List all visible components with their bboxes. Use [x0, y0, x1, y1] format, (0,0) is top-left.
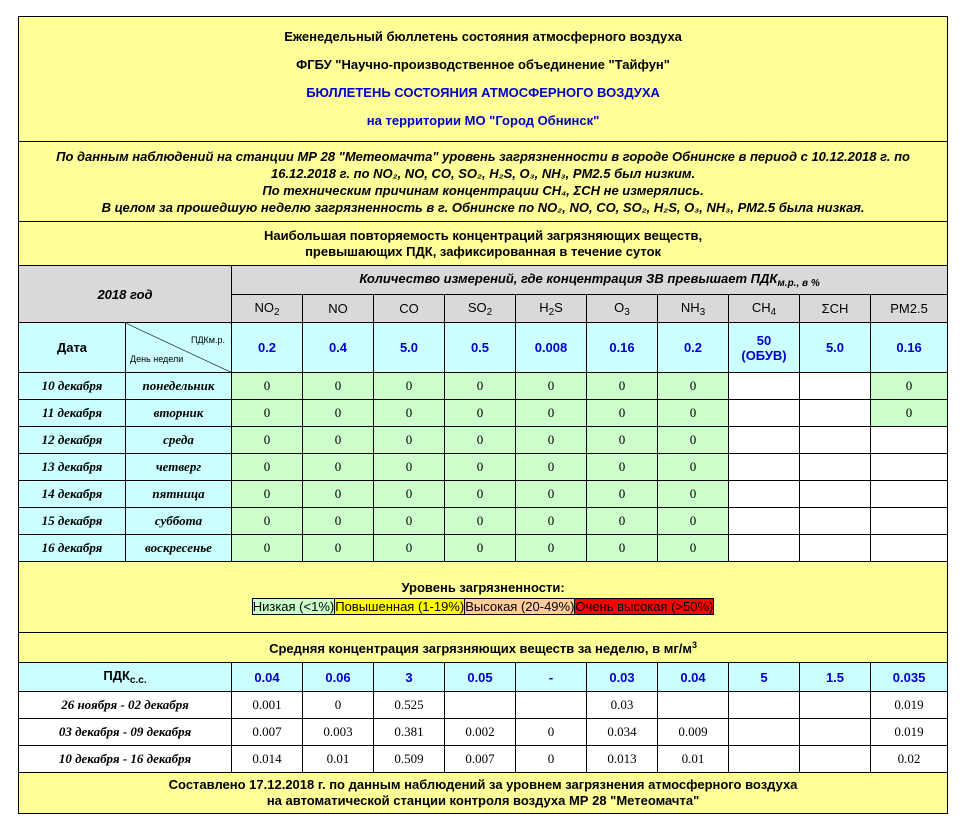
day-value	[800, 535, 871, 562]
day-value	[871, 535, 948, 562]
day-value: 0	[303, 508, 374, 535]
day-value: 0	[587, 481, 658, 508]
pdk-ss-value: 0.04	[232, 663, 303, 692]
day-date: 10 декабря	[19, 373, 126, 400]
day-value	[871, 454, 948, 481]
weekly-value: 0.525	[374, 692, 445, 719]
day-value: 0	[516, 427, 587, 454]
legend-title: Уровень загрязненности:	[401, 579, 565, 595]
day-date: 11 декабря	[19, 400, 126, 427]
day-value	[729, 373, 800, 400]
pollutant-name: NH	[680, 299, 700, 315]
pdk-ss-value: -	[516, 663, 587, 692]
pollutant-header	[658, 295, 729, 323]
weekly-value: 0	[516, 746, 587, 773]
weekly-value	[729, 692, 800, 719]
day-value: 0	[232, 400, 303, 427]
pdk-ss-label-text: ПДК	[103, 668, 130, 683]
pollutant-header	[303, 295, 374, 323]
weekly-value: 0.02	[871, 746, 948, 773]
legend-block	[19, 562, 948, 633]
pdk-ss-label-sub: с.с.	[129, 675, 147, 686]
weekly-value	[658, 692, 729, 719]
day-weekday: суббота	[126, 508, 232, 535]
summary-block	[19, 142, 948, 222]
pollutant-header	[871, 295, 948, 323]
day-row	[19, 427, 948, 454]
weekly-value: 0.013	[587, 746, 658, 773]
day-value: 0	[374, 400, 445, 427]
day-value: 0	[658, 427, 729, 454]
bulletin-header	[19, 17, 948, 142]
repeatability-line-2: превышающих ПДК, зафиксированная в течение суток	[305, 243, 662, 259]
day-value	[729, 535, 800, 562]
weekly-value: 0.001	[232, 692, 303, 719]
day-value: 0	[516, 373, 587, 400]
pdk-ss-value: 0.06	[303, 663, 374, 692]
day-row	[19, 373, 948, 400]
day-value: 0	[587, 508, 658, 535]
weekly-period: 03 декабря - 09 декабря	[19, 719, 232, 746]
day-value: 0	[232, 481, 303, 508]
summary-line-1: По данным наблюдений на станции МР 28 "Метеомачта" уровень загрязненности в городе Обнинске в период с 10.12.2018 г. по	[56, 148, 910, 164]
pollutant-subscript: 2	[486, 306, 493, 318]
day-value	[729, 481, 800, 508]
pollutant-header	[729, 295, 800, 323]
weekly-value: 0.509	[374, 746, 445, 773]
pdk-mr-value: 5.0	[374, 323, 445, 373]
pollutant-subscript: 4	[770, 306, 777, 318]
weekly-value: 0.03	[587, 692, 658, 719]
day-value: 0	[516, 508, 587, 535]
weekly-title	[19, 633, 948, 663]
weekly-value	[445, 692, 516, 719]
pdk-mr-value: 0.5	[445, 323, 516, 373]
pollutant-header	[445, 295, 516, 323]
pollutant-name: O	[614, 299, 625, 315]
weekly-value: 0.019	[871, 719, 948, 746]
pdk-mr-value: 5.0	[800, 323, 871, 373]
day-value: 0	[445, 454, 516, 481]
repeatability-title	[19, 222, 948, 266]
day-value	[729, 427, 800, 454]
pdk-weekday-diagonal	[126, 323, 232, 373]
day-value: 0	[587, 535, 658, 562]
day-value: 0	[516, 535, 587, 562]
footer-line-1: Составлено 17.12.2018 г. по данным наблюдений за уровнем загрязнения атмосферного воздуха	[168, 777, 798, 792]
date-label: Дата	[19, 323, 126, 373]
day-value: 0	[587, 373, 658, 400]
year-label: 2018 год	[19, 266, 232, 323]
day-value: 0	[587, 454, 658, 481]
day-value: 0	[658, 535, 729, 562]
day-value: 0	[374, 427, 445, 454]
day-value: 0	[658, 373, 729, 400]
pollutant-name: NO	[328, 301, 348, 316]
day-weekday: понедельник	[126, 373, 232, 400]
day-value: 0	[587, 427, 658, 454]
day-value	[729, 454, 800, 481]
day-value: 0	[445, 427, 516, 454]
weekly-value	[729, 746, 800, 773]
day-value	[871, 508, 948, 535]
pdk-mr-row	[19, 323, 948, 373]
legend-item: Низкая (<1%)	[252, 598, 335, 614]
pollutant-name: PM2.5	[890, 301, 928, 316]
pdk-mr-value: 0.008	[516, 323, 587, 373]
header-line-1: Еженедельный бюллетень состояния атмосферного воздуха	[284, 29, 682, 44]
pollutant-header	[232, 295, 303, 323]
day-value: 0	[303, 481, 374, 508]
weekly-value: 0.007	[232, 719, 303, 746]
day-value: 0	[232, 508, 303, 535]
day-value	[800, 481, 871, 508]
pollutant-subscript: 3	[699, 306, 706, 318]
weekly-period: 10 декабря - 16 декабря	[19, 746, 232, 773]
pdk-mr-label: ПДКм.р.	[190, 335, 225, 345]
pollutant-name: SO	[467, 299, 487, 315]
weekly-title-text: Средняя концентрация загрязняющих веществ за неделю, в мг/м	[269, 640, 692, 656]
weekly-value	[729, 719, 800, 746]
day-value: 0	[374, 481, 445, 508]
day-value	[800, 400, 871, 427]
day-value	[729, 400, 800, 427]
pdk-mr-value: 0.2	[232, 323, 303, 373]
day-value: 0	[516, 481, 587, 508]
pollutant-name: CH	[751, 299, 771, 315]
header-territory: на территории МО "Город Обнинск"	[366, 113, 600, 128]
day-row	[19, 535, 948, 562]
day-date: 16 декабря	[19, 535, 126, 562]
day-row	[19, 400, 948, 427]
weekly-value	[800, 692, 871, 719]
day-date: 14 декабря	[19, 481, 126, 508]
day-weekday: среда	[126, 427, 232, 454]
day-value: 0	[445, 535, 516, 562]
weekly-value	[800, 746, 871, 773]
weekly-title-sup: 3	[691, 639, 697, 650]
weekly-value: 0.002	[445, 719, 516, 746]
weekly-period: 26 ноября - 02 декабря	[19, 692, 232, 719]
day-value: 0	[871, 400, 948, 427]
count-header	[232, 266, 948, 295]
day-value: 0	[658, 454, 729, 481]
day-value: 0	[374, 508, 445, 535]
pollutant-header	[587, 295, 658, 323]
footer-block	[19, 773, 948, 814]
pdk-mr-value: 50 (ОБУВ)	[729, 323, 800, 373]
bulletin-table	[18, 16, 948, 814]
header-title: БЮЛЛЕТЕНЬ СОСТОЯНИЯ АТМОСФЕРНОГО ВОЗДУХА	[306, 85, 660, 100]
pollutant-name: NO	[254, 299, 274, 315]
pollutant-subscript: 2	[273, 306, 280, 318]
weekly-value: 0	[516, 719, 587, 746]
day-value: 0	[232, 535, 303, 562]
day-value	[800, 427, 871, 454]
count-header-sub: м.р., в %	[777, 278, 820, 289]
pollutant-header	[800, 295, 871, 323]
weekly-value	[516, 692, 587, 719]
day-value: 0	[658, 508, 729, 535]
day-date: 15 декабря	[19, 508, 126, 535]
day-value: 0	[232, 427, 303, 454]
weekly-value	[800, 719, 871, 746]
legend-item: Очень высокая (>50%)	[575, 598, 714, 614]
weekly-value: 0.003	[303, 719, 374, 746]
weekly-value: 0.014	[232, 746, 303, 773]
day-value: 0	[516, 454, 587, 481]
pollutant-name: ΣCH	[821, 301, 849, 316]
day-value	[800, 508, 871, 535]
day-value	[729, 508, 800, 535]
weekday-label: День недели	[130, 354, 184, 364]
pdk-ss-value: 0.04	[658, 663, 729, 692]
legend-table	[252, 598, 715, 615]
day-weekday: вторник	[126, 400, 232, 427]
day-weekday: воскресенье	[126, 535, 232, 562]
day-value	[871, 481, 948, 508]
day-weekday: пятница	[126, 481, 232, 508]
day-date: 12 декабря	[19, 427, 126, 454]
day-value	[871, 427, 948, 454]
pollutant-name: CO	[399, 301, 419, 316]
day-value: 0	[516, 400, 587, 427]
day-value: 0	[445, 373, 516, 400]
pdk-mr-value: 0.16	[587, 323, 658, 373]
day-value: 0	[303, 373, 374, 400]
day-value: 0	[374, 373, 445, 400]
pdk-ss-value: 0.03	[587, 663, 658, 692]
weekly-row	[19, 692, 948, 719]
pdk-mr-value: 0.2	[658, 323, 729, 373]
pollutant-name: H	[539, 299, 549, 315]
count-header-text: Количество измерений, где концентрация ЗВ превышает ПДК	[359, 271, 778, 286]
weekly-value: 0.007	[445, 746, 516, 773]
day-row	[19, 481, 948, 508]
day-row	[19, 508, 948, 535]
weekly-value: 0	[303, 692, 374, 719]
day-weekday: четверг	[126, 454, 232, 481]
pollutant-subscript: 3	[624, 306, 630, 318]
day-value: 0	[303, 427, 374, 454]
pdk-ss-value: 1.5	[800, 663, 871, 692]
weekly-value: 0.034	[587, 719, 658, 746]
day-value: 0	[303, 454, 374, 481]
day-value: 0	[374, 535, 445, 562]
weekly-value: 0.01	[658, 746, 729, 773]
pdk-ss-value: 5	[729, 663, 800, 692]
day-value: 0	[232, 454, 303, 481]
day-value: 0	[303, 535, 374, 562]
weekly-value: 0.381	[374, 719, 445, 746]
day-value	[800, 454, 871, 481]
legend-item: Повышенная (1-19%)	[335, 598, 465, 614]
pdk-mr-value: 0.4	[303, 323, 374, 373]
summary-line-2: 16.12.2018 г. по NO₂, NO, CO, SO₂, H₂S, O₃, NH₃, PM2.5 был низким.	[270, 165, 696, 181]
day-value: 0	[374, 454, 445, 481]
pdk-ss-row	[19, 663, 948, 692]
pollutant-header	[374, 295, 445, 323]
day-value: 0	[232, 373, 303, 400]
day-value: 0	[445, 481, 516, 508]
weekly-row	[19, 746, 948, 773]
repeatability-line-1: Наибольшая повторяемость концентраций загрязняющих веществ,	[264, 227, 703, 243]
pollutant-subscript: 2	[548, 306, 555, 318]
pdk-ss-label	[19, 663, 232, 692]
day-date: 13 декабря	[19, 454, 126, 481]
day-value: 0	[658, 481, 729, 508]
day-value: 0	[658, 400, 729, 427]
pdk-ss-value: 3	[374, 663, 445, 692]
summary-line-4: В целом за прошедшую неделю загрязненность в г. Обнинске по NO₂, NO, CO, SO₂, H₂S, O₃, NH₃, PM2.5 была низкая.	[101, 199, 865, 215]
weekly-rows	[19, 692, 948, 773]
weekly-value: 0.01	[303, 746, 374, 773]
summary-line-3: По техническим причинам концентрации CH₄, ΣCH не измерялись.	[262, 182, 704, 198]
weekly-value: 0.009	[658, 719, 729, 746]
day-row	[19, 454, 948, 481]
day-value: 0	[871, 373, 948, 400]
day-value: 0	[587, 400, 658, 427]
pdk-ss-value: 0.035	[871, 663, 948, 692]
day-rows	[19, 373, 948, 562]
footer-line-2: на автоматической станции контроля воздуха МР 28 "Метеомачта"	[266, 793, 700, 808]
legend-item: Высокая (20-49%)	[465, 598, 575, 614]
day-value: 0	[303, 400, 374, 427]
header-line-2: ФГБУ "Научно-производственное объединение "Тайфун"	[296, 57, 670, 72]
day-value: 0	[445, 508, 516, 535]
day-value	[800, 373, 871, 400]
day-value: 0	[445, 400, 516, 427]
pollutant-tail: S	[554, 299, 563, 315]
pollutant-header	[516, 295, 587, 323]
pdk-mr-value: 0.16	[871, 323, 948, 373]
weekly-row	[19, 719, 948, 746]
weekly-value: 0.019	[871, 692, 948, 719]
pdk-ss-value: 0.05	[445, 663, 516, 692]
